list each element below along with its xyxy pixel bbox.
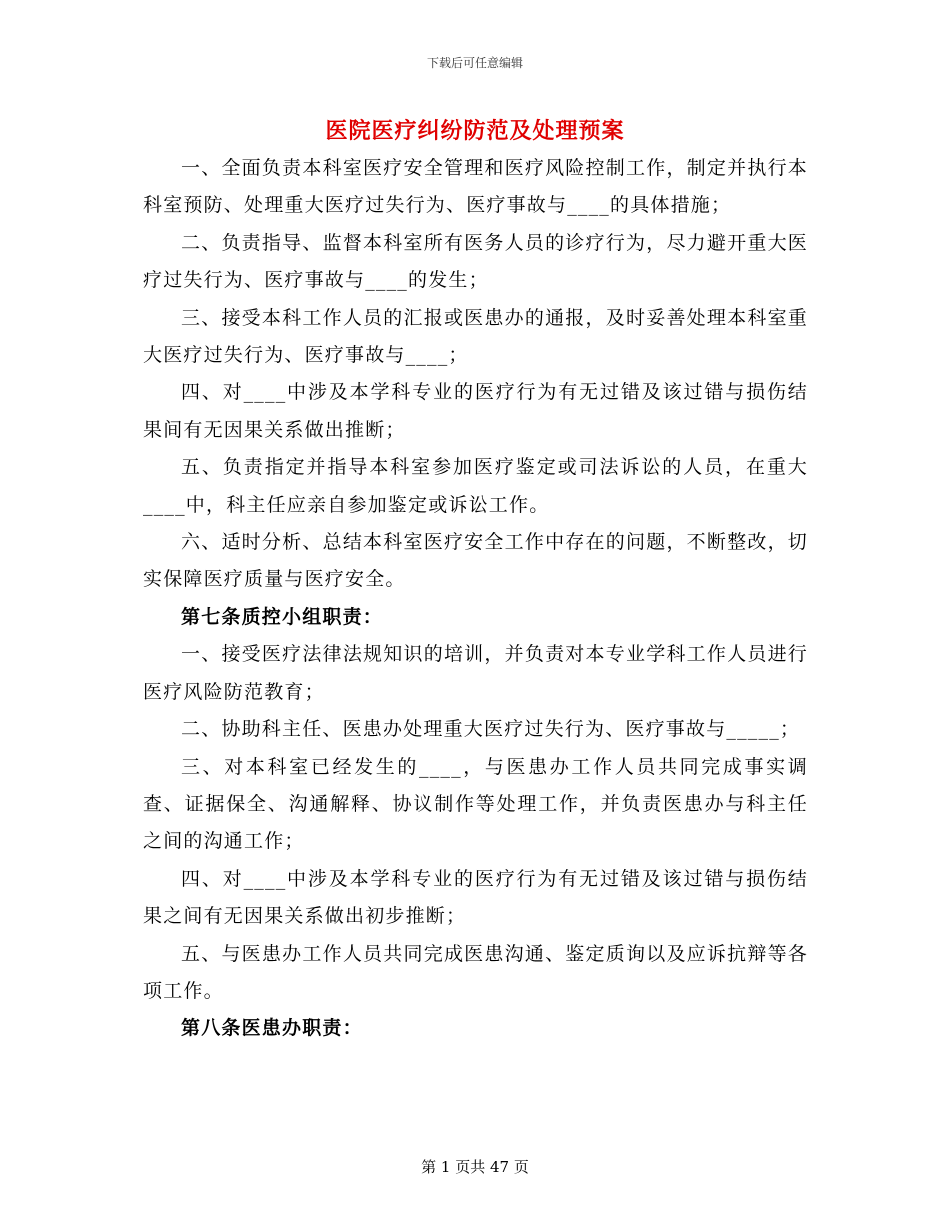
paragraph-7-1: 一、接受医疗法律法规知识的培训，并负责对本专业学科工作人员进行医疗风险防范教育；: [143, 643, 808, 703]
paragraph-7-5: 五、与医患办工作人员共同完成医患沟通、鉴定质询以及应诉抗辩等各项工作。: [143, 942, 808, 1002]
paragraph-3: 三、接受本科工作人员的汇报或医患办的通报，及时妥善处理本科室重大医疗过失行为、医疗事故与____；: [143, 306, 808, 367]
page-footer: 第 1 页共 47 页: [421, 1158, 529, 1176]
paragraph-7-4: 四、对____中涉及本学科专业的医疗行为有无过错及该过错与损伤结果之间有无因果关系做出初步推断；: [143, 867, 808, 928]
section-heading-article-8: 第八条医患办职责：: [181, 1017, 363, 1040]
paragraph-7-3: 三、对本科室已经发生的____，与医患办工作人员共同完成事实调查、证据保全、沟通解释、协议制作等处理工作，并负责医患办与科主任之间的沟通工作；: [143, 755, 808, 853]
document-body: [143, 150, 808, 1048]
paragraph-1: 一、全面负责本科室医疗安全管理和医疗风险控制工作，制定并执行本科室预防、处理重大医疗过失行为、医疗事故与____的具体措施；: [143, 157, 808, 217]
section-heading-article-7: 第七条质控小组职责：: [181, 605, 384, 628]
paragraph-5: 五、负责指定并指导本科室参加医疗鉴定或司法诉讼的人员，在重大____中，科主任应亲自参加鉴定或诉讼工作。: [143, 456, 808, 516]
paragraph-2: 二、负责指导、监督本科室所有医务人员的诊疗行为，尽力避开重大医疗过失行为、医疗事故与____的发生；: [143, 231, 808, 292]
paragraph-7-2: 二、协助科主任、医患办处理重大医疗过失行为、医疗事故与_____；: [181, 718, 801, 741]
paragraph-4: 四、对____中涉及本学科专业的医疗行为有无过错及该过错与损伤结果间有无因果关系做出推断；: [143, 381, 808, 441]
paragraph-6: 六、适时分析、总结本科室医疗安全工作中存在的问题，不断整改，切实保障医疗质量与医疗安全。: [143, 531, 808, 591]
page-header: 下载后可任意编辑: [426, 56, 523, 70]
document-title: 医院医疗纠纷防范及处理预案: [325, 118, 625, 144]
